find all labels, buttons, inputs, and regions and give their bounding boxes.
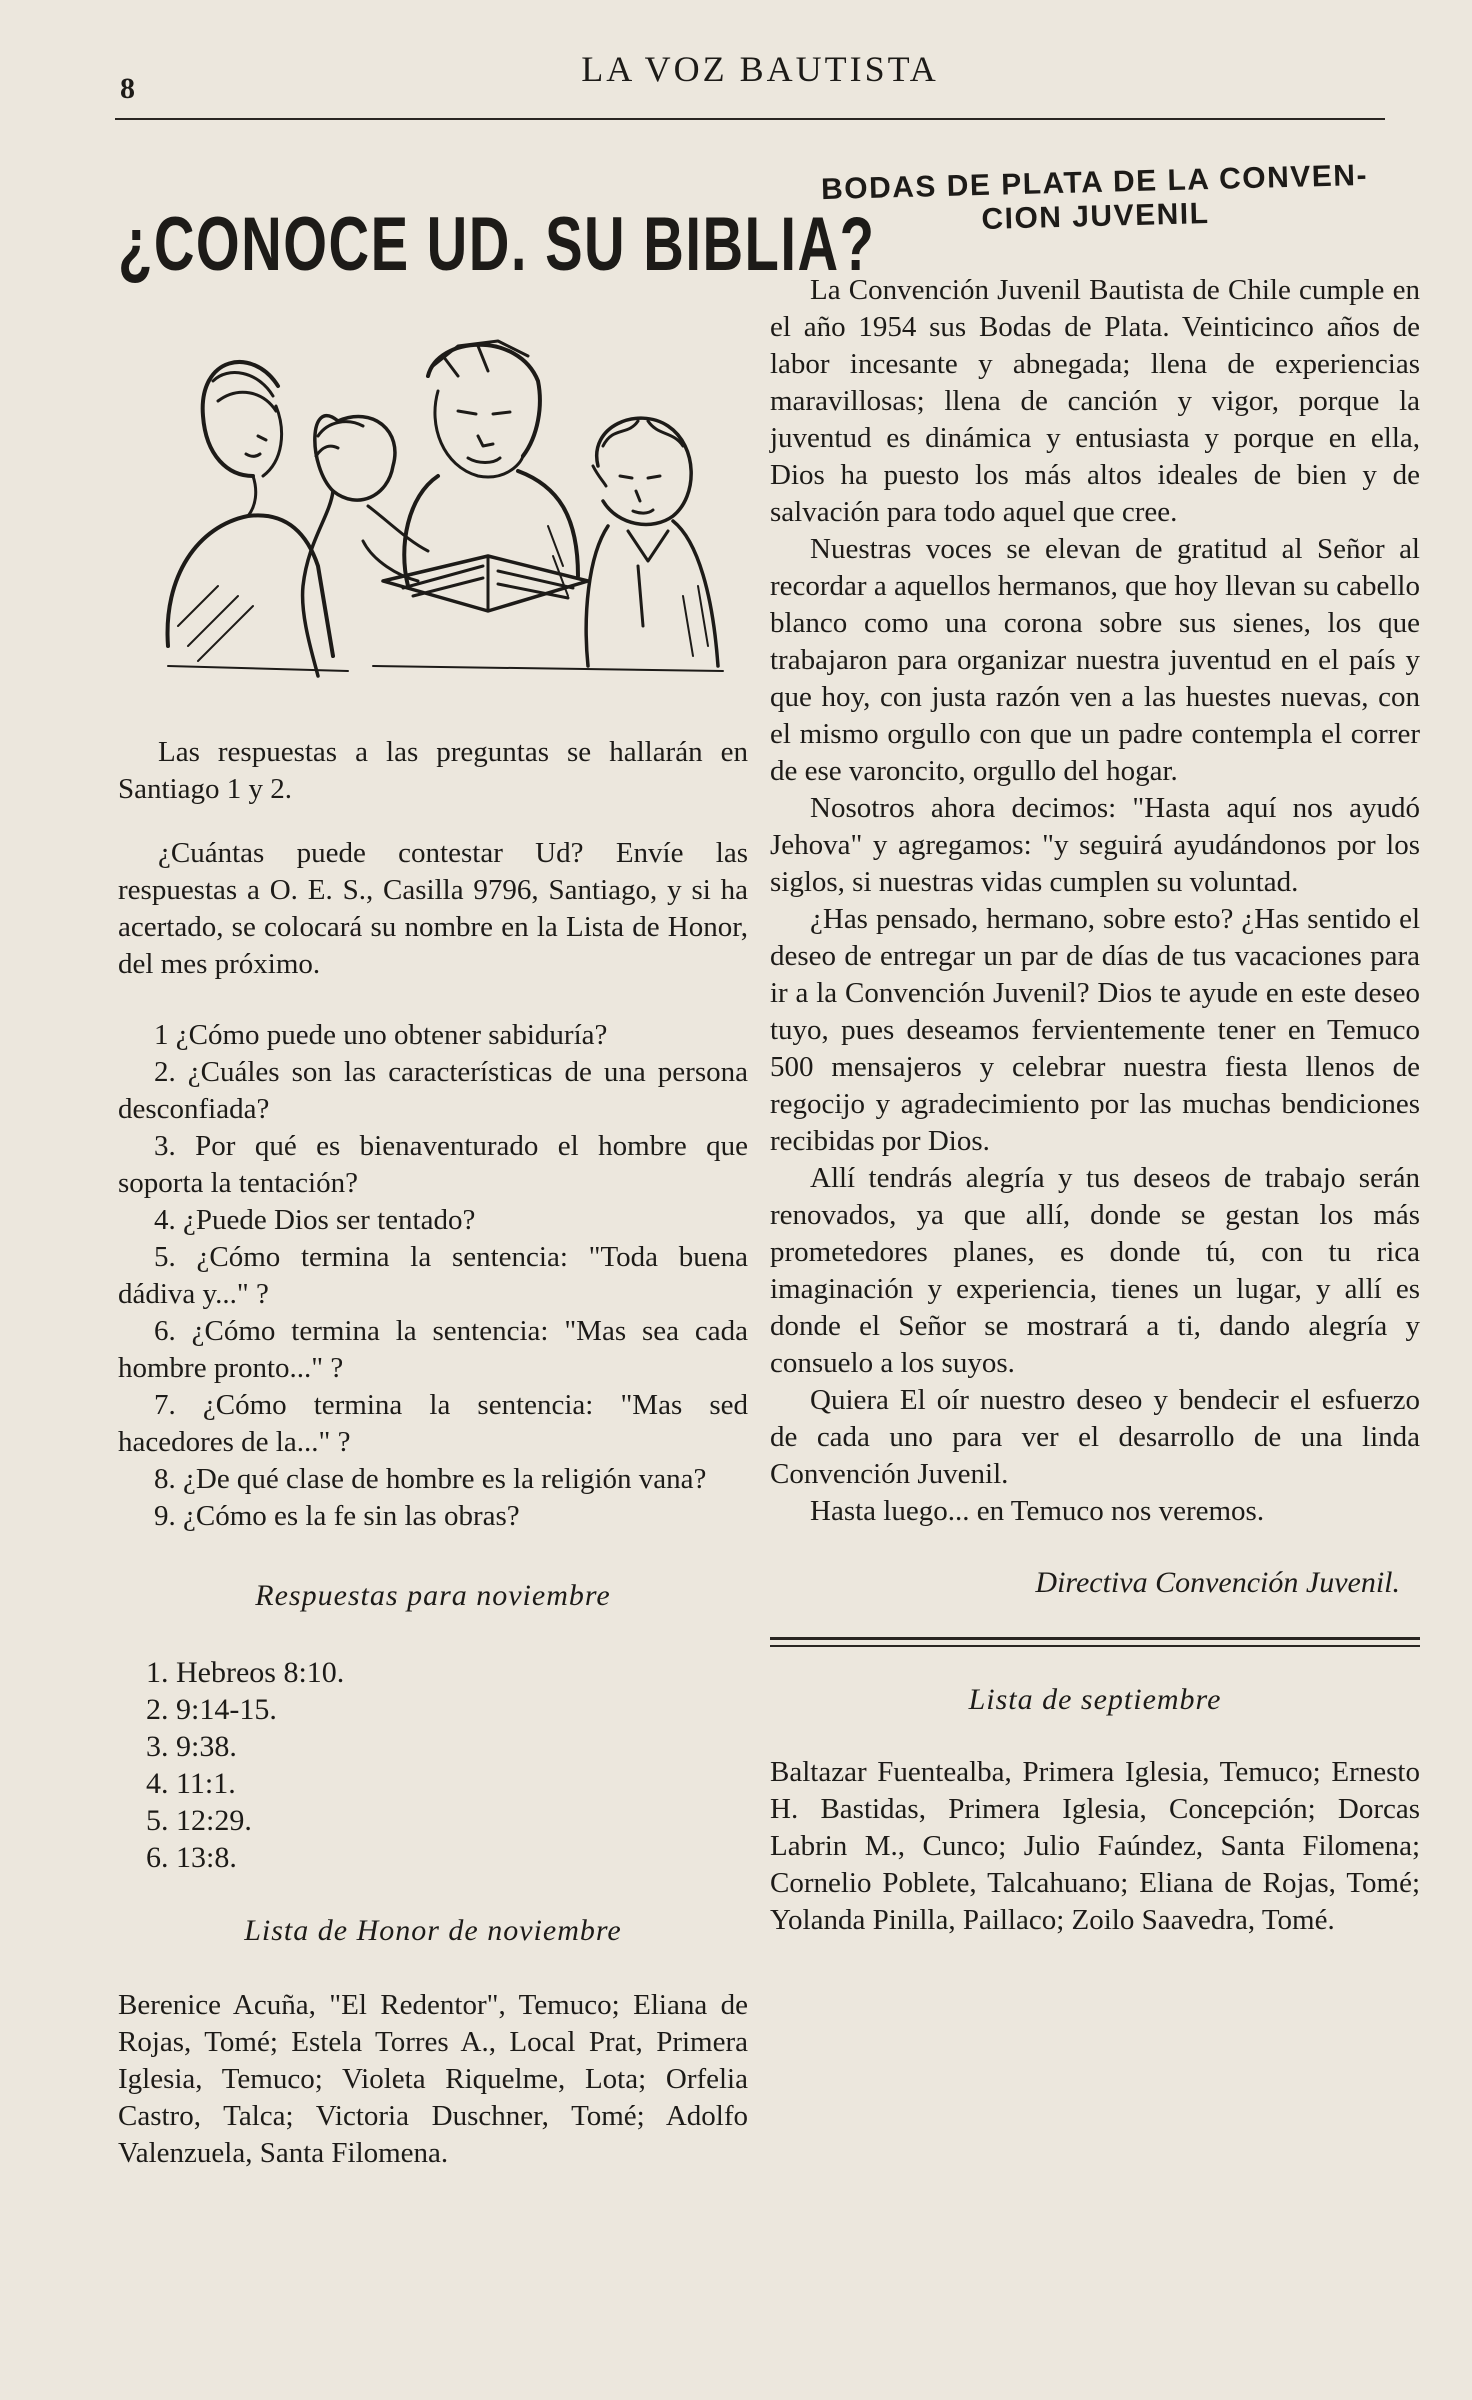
honor-list-heading: Lista de Honor de noviembre: [244, 1914, 622, 1947]
question-item: 8. ¿De qué clase de hombre es la religión vana?: [154, 1463, 707, 1495]
september-list-heading: Lista de septiembre: [968, 1683, 1222, 1716]
answer-item: 3. 9:38.: [146, 1730, 237, 1763]
question-item: 5. ¿Cómo termina la sentencia: "Toda buena dádiva y..." ?: [118, 1241, 748, 1310]
answer-item: 5. 12:29.: [146, 1804, 252, 1837]
right-column: [770, 158, 1420, 1939]
answer-item: 1. Hebreos 8:10.: [146, 1656, 345, 1689]
article-title: [769, 158, 1421, 243]
article-paragraph: La Convención Juvenil Bautista de Chile cumple en el año 1954 sus Bodas de Plata. Veinticinco años de labor incesante y abnegada; llena de experiencias maravillosas; llena de canción y vigor, porque la juventud es dinámica y entusiasta y porque en ella, Dios ha puesto los más altos ideales de bien y de salvación para todo aquel que cree.: [770, 274, 1420, 528]
september-list-names: Baltazar Fuentealba, Primera Iglesia, Temuco; Ernesto H. Bastidas, Primera Iglesia, Concepción; Dorcas Labrin M., Cunco; Julio Faúndez, Santa Filomena; Cornelio Poblete, Talcahuano; Eliana de Rojas, Tomé; Yolanda Pinilla, Paillaco; Zoilo Saavedra, Tomé.: [770, 1756, 1420, 1936]
article-paragraph: Quiera El oír nuestro deseo y bendecir el esfuerzo de cada uno para ver el desarrollo de una linda Convención Juvenil.: [770, 1384, 1420, 1490]
article-signature: Directiva Convención Juvenil.: [1035, 1566, 1400, 1599]
honor-list-names: Berenice Acuña, "El Redentor", Temuco; Eliana de Rojas, Tomé; Estela Torres A., Local Prat, Primera Iglesia, Temuco; Violeta Riquelme, Lota; Orfelia Castro, Talca; Victoria Duschner, Tomé; Adolfo Valenzuela, Santa Filomena.: [118, 1989, 748, 2169]
answer-item: 4. 11:1.: [146, 1767, 236, 1800]
question-item: 7. ¿Cómo termina la sentencia: "Mas sed hacedores de la..." ?: [118, 1389, 748, 1458]
article-paragraph: ¿Has pensado, hermano, sobre esto? ¿Has sentido el deseo de entregar un par de días de tus vacaciones para ir a la Convención Juvenil? Dios te ayude en este deseo tuyo, pues deseamos fervientemente tener en Temuco 500 mensajeros y celebrar nuestra fiesta llenos de regocijo y agradecimiento por las muchas bendiciones recibidas por Dios.: [770, 903, 1420, 1157]
article-paragraph: Hasta luego... en Temuco nos veremos.: [810, 1495, 1265, 1527]
article-title-line1: BODAS DE PLATA DE LA CONVEN-: [820, 158, 1369, 207]
answer-item: 2. 9:14-15.: [146, 1693, 277, 1726]
article-paragraph: Nosotros ahora decimos: "Hasta aquí nos ayudó Jehova" y agregamos: "y seguirá ayudándonos por los siglos, si nuestras vidas cumplen su voluntad.: [770, 792, 1420, 898]
page-number: 8: [120, 72, 135, 105]
article-paragraph: Allí tendrás alegría y tus deseos de trabajo serán renovados, ya que allí, donde se gestan los más prometedores planes, es donde tú, con tu rica imaginación y experiencia, tienes un lugar, y allí es donde el Señor se mostrará a ti, dando alegría y consuelo a los suyos.: [770, 1162, 1420, 1379]
publication-title: LA VOZ BAUTISTA: [581, 49, 939, 89]
answer-list: [146, 1654, 748, 1876]
article-title-line2: CION JUVENIL: [981, 197, 1210, 236]
question-item: 4. ¿Puede Dios ser tentado?: [154, 1204, 476, 1236]
article-body: [770, 272, 1420, 1530]
question-item: 2. ¿Cuáles son las características de una persona desconfiada?: [118, 1056, 748, 1125]
question-item: 1 ¿Cómo puede uno obtener sabiduría?: [154, 1019, 608, 1051]
question-item: 6. ¿Cómo termina la sentencia: "Mas sea cada hombre pronto..." ?: [118, 1315, 748, 1384]
quiz-title: ¿CONOCE UD. SU BIBLIA?: [118, 202, 876, 287]
header-rule: [115, 118, 1385, 120]
question-item: 9. ¿Cómo es la fe sin las obras?: [154, 1500, 520, 1532]
answers-heading: Respuestas para noviembre: [255, 1579, 611, 1612]
quiz-intro: Las respuestas a las preguntas se hallarán en Santiago 1 y 2.: [118, 736, 748, 805]
question-item: 3. Por qué es bienaventurado el hombre que soporta la tentación?: [118, 1130, 748, 1199]
answer-item: 6. 13:8.: [146, 1841, 237, 1874]
family-reading-bible-illustration: [158, 326, 738, 686]
question-list: [118, 1017, 748, 1535]
quiz-instructions: ¿Cuántas puede contestar Ud? Envíe las respuestas a O. E. S., Casilla 9796, Santiago, y si ha acertado, se colocará su nombre en la Lista de Honor, del mes próximo.: [118, 837, 748, 980]
left-column: [118, 150, 876, 2172]
article-paragraph: Nuestras voces se elevan de gratitud al Señor al recordar a aquellos hermanos, que hoy llevan su cabello blanco como una corona sobre sus sienes, los que trabajaron para organizar nuestra juventud en el país y que hoy, con justa razón ven a las huestes nuevas, con el mismo orgullo con que un padre contempla el correr de ese varoncito, orgullo del hogar.: [770, 533, 1420, 787]
section-divider: [770, 1637, 1420, 1647]
